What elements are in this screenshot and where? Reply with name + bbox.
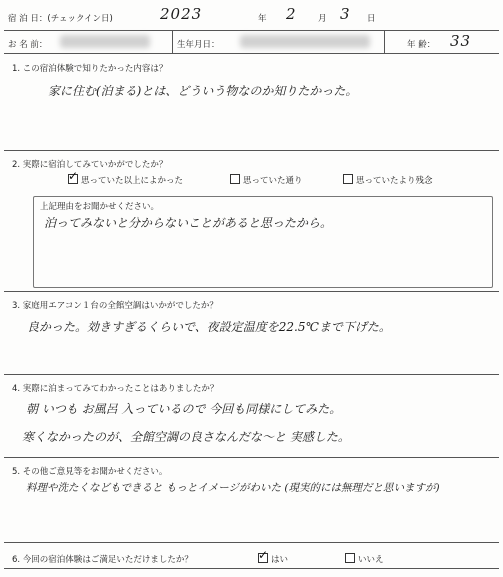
q2-divider [4,291,499,292]
age-label: 年 齢： [407,40,436,50]
month-value: 2 [286,5,297,23]
q6-question: 6. 今回の宿泊体験はご満足いただけましたか？ [12,555,193,565]
year-unit: 年 [258,14,267,24]
q5-question: 5. その他ご意見等をお聞かせください。 [12,467,168,477]
q2-option-worse[interactable] [343,174,433,186]
q3-answer: 良かった。効きすぎるくらいで、夜設定温度を22.5℃まで下げた。 [27,320,391,334]
q6-option-yes[interactable] [258,548,289,565]
q6-divider [4,568,499,569]
q2-question: 2. 実際に宿泊してみていかがでしたか？ [12,160,168,170]
stay-date-label: 宿 泊 日：(チェックイン日) [8,14,113,24]
day-unit: 日 [367,14,376,24]
q4-answer-line-1: 朝 いつも お風呂 入っているので 今回も同様にしてみた。 [26,402,342,416]
q5-divider [4,542,499,543]
q2-option-better[interactable] [68,169,184,186]
q6-checkbox-no[interactable] [345,553,355,563]
header-vline-1 [172,31,173,53]
q4-question: 4. 実際に泊まってみてわかったことはありましたか？ [12,384,219,394]
q3-question: 3. 家庭用エアコン１台の全館空調はいかがでしたか？ [12,301,218,311]
q2-option-worse-label: 思っていたより残念 [356,176,433,186]
check-mark-icon: ✓ [68,169,79,183]
q2-reason-label: 上記理由をお聞かせください。 [40,202,160,212]
q1-question: 1. この宿泊体験で知りたかった内容は？ [12,64,168,74]
header-divider-1 [4,30,499,31]
q2-checkbox-expected[interactable] [230,174,240,184]
header-divider-2 [4,53,499,54]
q5-answer: 料理や洗たくなどもできると もっとイメージがわいた (現実的には無理だと思いますが) [26,482,440,494]
age-value: 33 [450,32,472,50]
birthdate-redaction [240,35,370,48]
q6-option-no-label: いいえ [358,555,384,565]
q2-checkbox-worse[interactable] [343,174,353,184]
q3-divider [4,374,499,375]
q1-answer: 家に住む(泊まる)とは、どういう物なのか知りたかった。 [48,84,358,98]
day-value: 3 [340,5,351,23]
q1-divider [4,150,499,151]
check-mark-icon: ✓ [258,548,269,562]
q2-checkbox-better[interactable] [68,169,79,184]
year-value: 2023 [160,5,203,23]
birth-label: 生年月日： [177,40,220,50]
name-label: お 名 前： [8,40,48,50]
name-redaction [60,35,150,48]
q6-option-no[interactable] [345,553,384,565]
q2-option-expected[interactable] [230,174,303,186]
month-unit: 月 [318,14,327,24]
q6-checkbox-yes[interactable] [258,548,269,563]
header-vline-2 [384,31,385,53]
q2-option-expected-label: 思っていた通り [243,176,303,186]
q4-answer-line-2: 寒くなかったのが、全館空調の良さなんだな〜と 実感した。 [22,430,350,444]
q2-answer: 泊ってみないと分からないことがあると思ったから。 [44,216,333,230]
q2-option-better-label: 思っていた以上によかった [81,176,184,186]
q6-option-yes-label: はい [271,555,289,565]
q4-divider [4,457,499,458]
